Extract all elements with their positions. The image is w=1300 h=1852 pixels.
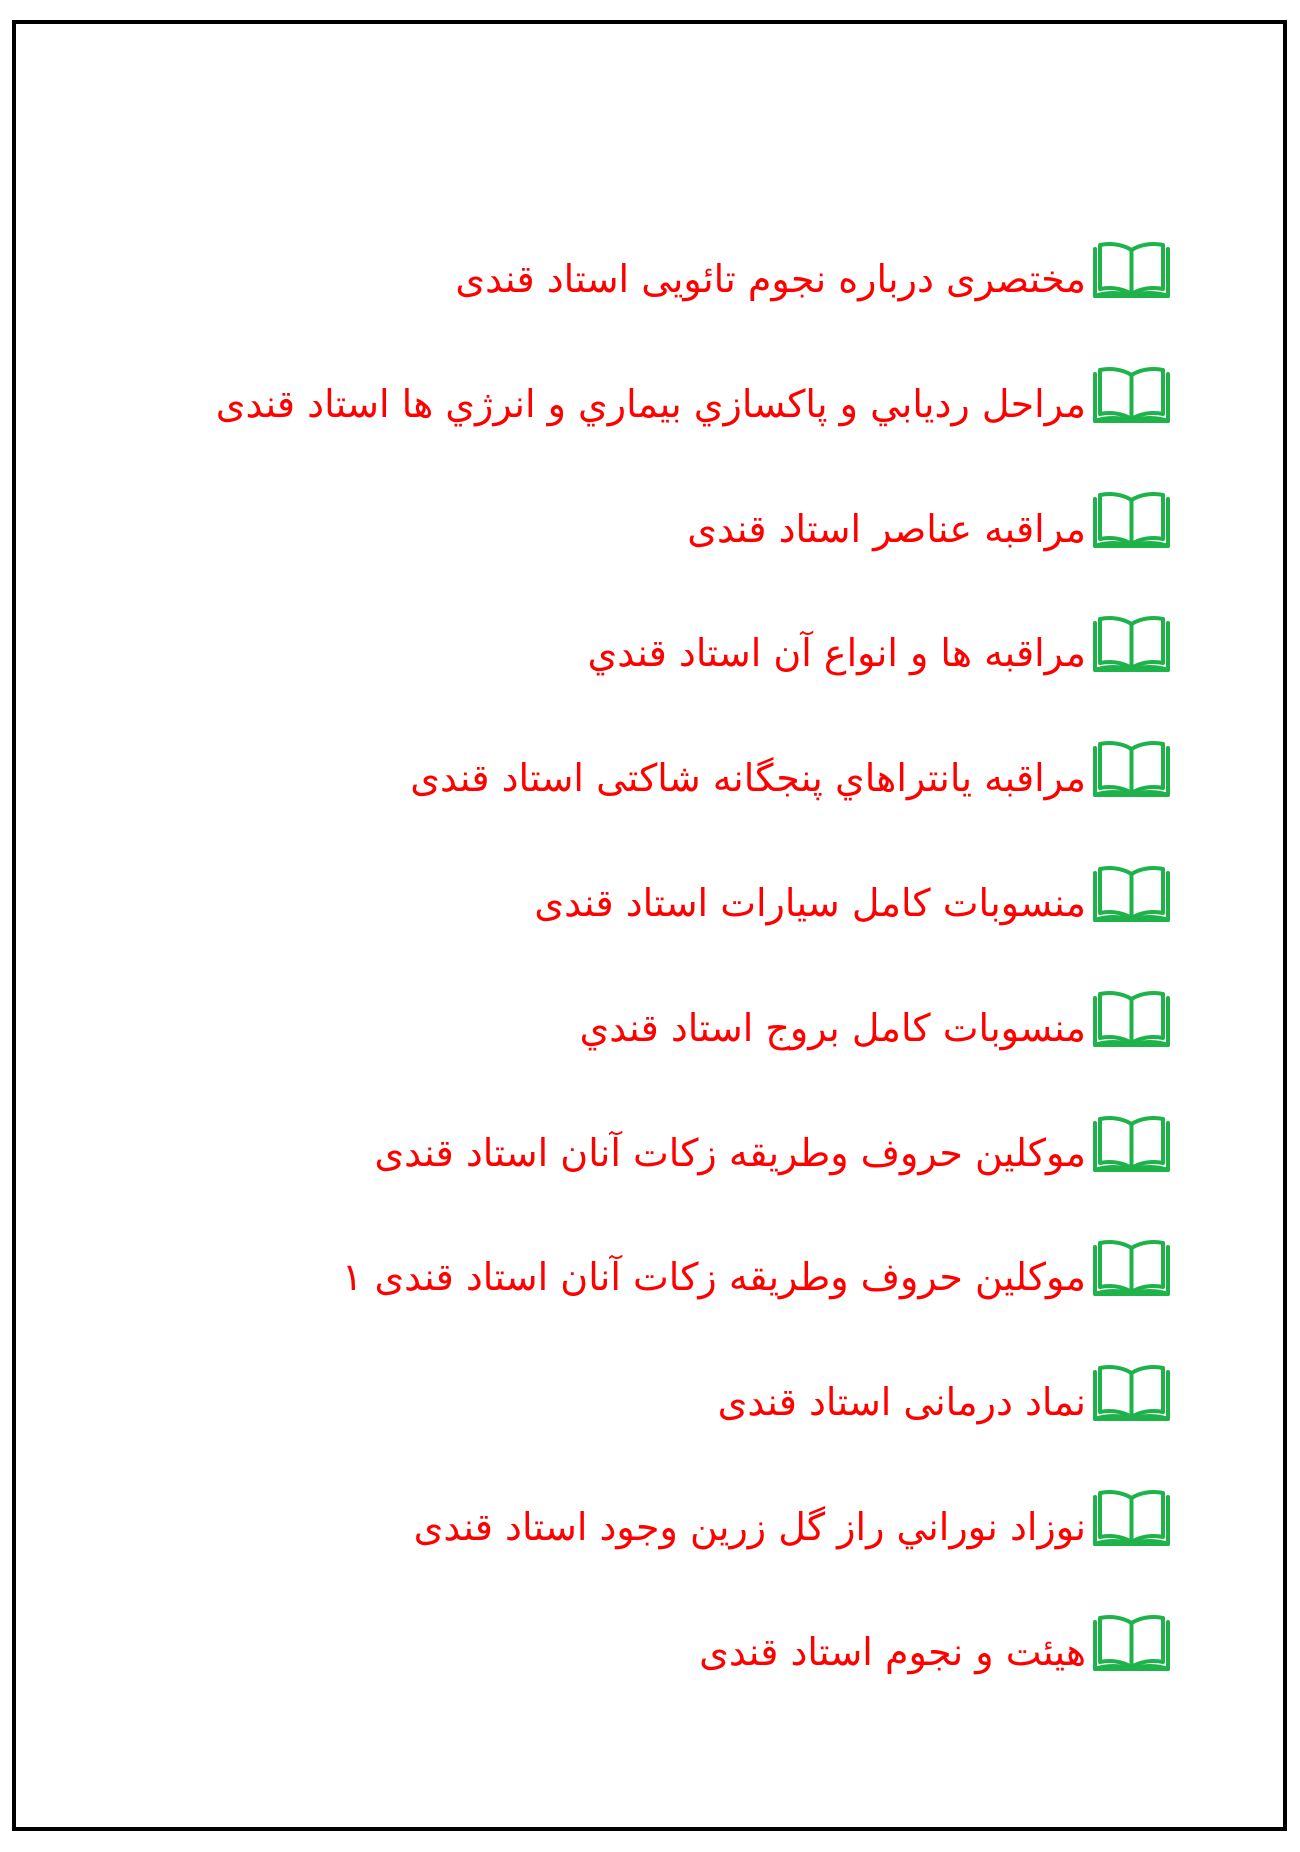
book-icon [1092,1115,1171,1173]
book-icon [1092,491,1171,549]
document-link[interactable]: مراحل ردیابي و پاکسازي بيماري و انرژي ها استاد قندی [215,381,1086,426]
list-item [76,491,1171,616]
list-item [76,740,1171,865]
book-icon [1092,990,1171,1048]
list-item [76,1239,1171,1364]
document-link[interactable]: مراقبه عناصر استاد قندی [687,506,1086,551]
list-item [76,1364,1171,1489]
list-item [76,615,1171,740]
document-link[interactable]: مراقبه ها و انواع آن استاد قندي [587,631,1086,676]
list-item [76,1489,1171,1614]
list-item [76,865,1171,990]
book-icon [1092,740,1171,798]
document-link[interactable]: نماد درمانی استاد قندی [717,1380,1086,1425]
document-link[interactable]: منسوبات کامل بروج استاد قندي [579,1005,1086,1050]
document-link[interactable]: موکلین حروف وطریقه زکات آنان استاد قندی ۱ [341,1255,1086,1300]
document-link[interactable]: منسوبات کامل سیارات استاد قندی [534,880,1086,925]
book-icon [1092,1489,1171,1547]
document-link[interactable]: مختصری درباره نجوم تائویی استاد قندی [455,257,1086,301]
list-item [76,241,1171,366]
document-list [76,241,1171,1739]
list-item [76,990,1171,1115]
book-icon [1092,241,1171,299]
book-icon [1092,1239,1171,1297]
document-link[interactable]: هیئت و نجوم استاد قندی [699,1629,1086,1674]
list-item [76,1115,1171,1240]
document-link[interactable]: نوزاد نوراني راز گل زرين وجود استاد قندی [413,1504,1086,1549]
list-item [76,366,1171,491]
book-icon [1092,1364,1171,1422]
book-icon [1092,1614,1171,1672]
document-link[interactable]: موکلین حروف وطریقه زکات آنان استاد قندی [374,1130,1086,1175]
book-icon [1092,865,1171,923]
document-link[interactable]: مراقبه يانتراهاي پنجگانه شاکتی استاد قندی [410,756,1086,801]
list-item [76,1614,1171,1739]
book-icon [1092,615,1171,673]
book-icon [1092,366,1171,424]
page-frame [12,20,1287,1831]
